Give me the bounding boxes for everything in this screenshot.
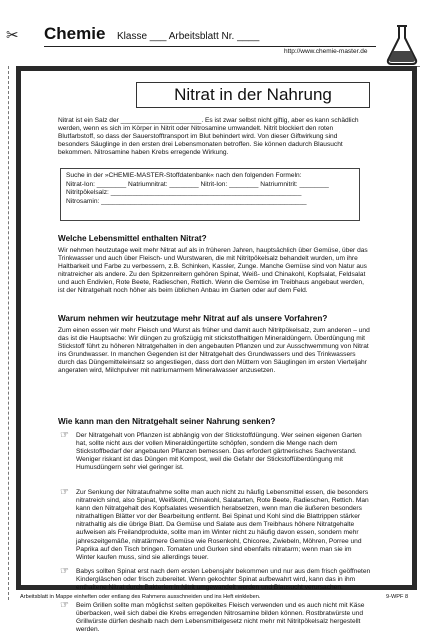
footer-code: 9-WPF 8	[386, 594, 409, 600]
section-heading-why-more: Warum nehmen wir heutzutage mehr Nitrat auf als unsere Vorfahren?	[58, 314, 328, 323]
section-heading-foods: Welche Lebensmittel enthalten Nitrat?	[58, 234, 207, 243]
pointing-hand-icon: ☞	[60, 566, 69, 577]
tip-item: Der Nitratgehalt von Pflanzen ist abhängig von der Stickstoffdüngung. Wer seinen eigenen Garten hat, sollte nicht aus der vollen Mineraldüngertüte schöpfen, sondern die Menge nach dem Stickstoffbedarf der angebauten Pflanzen bemessen. Das erfordert gärtnerisches Sachverstand. Weniger riskant ist das Düngen mit Kompost, weil die Gefahr der Stickstoffüberdüngung mit Humusdüngern sehr viel geringer ist.	[76, 432, 362, 472]
section-heading-reduce: Wie kann man den Nitratgehalt seiner Nahrung senken?	[58, 417, 276, 426]
pointing-hand-icon: ☞	[60, 430, 69, 441]
footer-instruction: Arbeitsblatt in Mappe einheften oder entlang des Rahmens ausschneiden und ins Heft einkleben.	[20, 594, 261, 600]
pointing-hand-icon: ☞	[60, 600, 69, 611]
class-worksheet-fields: Klasse ___ Arbeitsblatt Nr. ____	[117, 31, 260, 42]
section-text-foods: Wir nehmen heutzutage weit mehr Nitrat auf als in früheren Jahren, hauptsächlich über Gemüse, über das Trinkwasser und auch über Fleisch- und Wurstwaren, die mit Nitritpökelsalz behandelt wurden, um ihre Haltbarkeit und Farbe zu verbessern, z.B. Schinken, Kassler, Zunge. Manche Gemüse sind von Natur aus nitratreicher als andere. Zu den Spitzenreitern gehören Spinat, Weiß- und Chinakohl, Kopfsalat, Feldsalat und auch Endivien, Rote Beete, Radieschen, Rettich. Wenn die Gemüse im Treibhaus angebaut werden, ist der Nitratgehalt noch höher als beim üblichen Anbau im Garten oder auf dem Feld.	[58, 247, 368, 295]
formula-row-nitrosamin: Nitrosamin: ________________________________________________________	[66, 197, 307, 205]
tip-item: Babys sollten Spinat erst nach dem ersten Lebensjahr bekommen und nur aus dem frisch geöffneten Kindergläschen oder frisch zubereitet. Wenn gekochter Spinat aufbewahrt wird, kann das in ihm enthaltene Nitrat durch Bakterien in Nitrit umgewandelt werden und Blausucht verursachen.	[76, 568, 371, 592]
tip-item: Zur Senkung der Nitrataufnahme sollte man auch nicht zu häufig Lebensmittel essen, die besonders nitratreich sind, also Spinat, Weißkohl, Chinakohl, Salatarten, Rote Beete, Radieschen, Rettich. Man kann den Nitratgehalt des Kopfsalates wesentlich herabsetzen, wenn man die äußeren besonders nitrathaltigen Blätter vor der Bearbeitung entfernt. Bei Spinat und Kohl sind die Blattrippen stärker nitrathaltig als die übrige Blatt. Da Gemüse und Salate aus dem Treibhaus höhere Nitratgehalte aufweisen als Freilandprodukte, sollte man im Winter nicht zu häufig davon essen, sondern mehr jahreszeitgemäße, nitratärmere Gemüse wie Rosenkohl, Chicoree, Zwiebeln, Möhren, Porree und Paprika auf den Tisch bringen. Tomaten und Gurken sind ebenfalls nitratarm; wenn man sie im Winter kaufen muss, sind sie allerdings teuer.	[76, 489, 369, 561]
section-text-why-more: Zum einen essen wir mehr Fleisch und Wurst als früher und damit auch Nitritpökelsalz, zum anderen – und das ist die Hauptsache: Wir düngen zu großzügig mit stickstoffhaltigen Mineraldüngern. Überdüngung mit Stickstoff führt zu höheren Nitratgehalten in den angebauten Pflanzen und zur Ausschwemmung von Nitrat ins Grundwasser. In manchen Gegenden ist der Nitratgehalt des Grundwassers und des Trinkwassers durch das Düngemitteleinsatz so angestiegen, dass dort den Müttern von Säuglingen im ersten Vierteljahr angeraten wird, Milchpulver mit natriumarmem Mineralwasser anzusetzen.	[58, 327, 370, 375]
search-instruction: Suche in der »CHEMIE-MASTER-Stoffdatenbank« nach den folgenden Formeln:	[66, 172, 302, 179]
database-search-box	[60, 168, 360, 221]
header-rule	[44, 46, 376, 47]
flask-icon	[384, 24, 420, 66]
cut-line-left	[8, 66, 9, 600]
formula-row-poekelsalz: Nitritpökelsalz: ____________________________________________________	[66, 189, 302, 196]
worksheet-header	[44, 26, 374, 46]
subject-label: Chemie	[44, 24, 106, 43]
website-url: http://www.chemie-master.de	[284, 48, 368, 55]
tip-item: Beim Grillen sollte man möglichst selten gepökeltes Fleisch verwenden und es auch nicht mit Käse überbacken, weil sich dabei die Krebs erregenden Nitrosamine bilden können. Rostbratwürste und Grillwürste dürfen deshalb nach dem Lebensmittelgesetz nicht mehr mit Nitritpökelsalz hergestellt werden.	[76, 602, 365, 634]
pointing-hand-icon: ☞	[60, 487, 69, 498]
page-title: Nitrat in der Nahrung	[136, 82, 370, 108]
formula-row-ions: Nitrat-Ion: ________ Natriumnitrat: ________ Nitrit-Ion: ________ Natriumnitrit: ________	[66, 180, 329, 188]
intro-paragraph: Nitrat ist ein Salz der ______________________. Es ist zwar selbst nicht giftig, aber es kann schädlich werden, wenn es sich im Körper in Nitrit oder Nitrosamine umwandelt. Nitrit blockiert den roten Blutfarbstoff, so dass der Sauerstofftransport im Blut behindert wird. Von dieser Giftwirkung sind besonders Säuglinge in den ersten drei Lebensmonaten betroffen. Sie können dadurch Blausucht bekommen. Nitrosamine haben Krebs erregende Wirkung.	[58, 117, 359, 157]
scissors-icon: ✂	[6, 27, 19, 44]
